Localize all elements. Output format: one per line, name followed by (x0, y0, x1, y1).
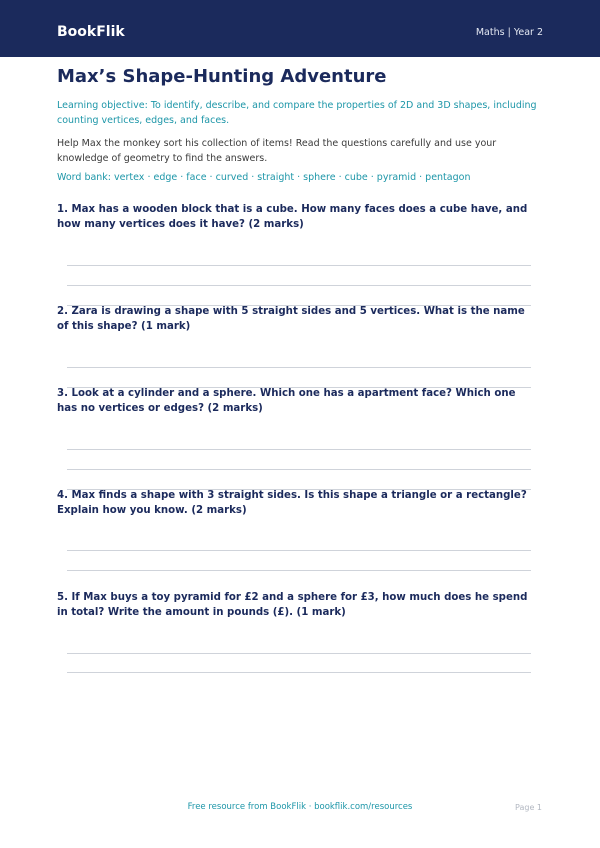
answer-line[interactable] (67, 550, 531, 551)
answer-line[interactable] (67, 265, 531, 266)
header-bar (0, 0, 600, 57)
answer-line[interactable] (67, 570, 531, 571)
answer-line[interactable] (67, 449, 531, 450)
question-2: 2. Zara is drawing a shape with 5 straight sides and 5 vertices. What is the name of this shape? (1 mark) (57, 306, 525, 332)
answer-line[interactable] (67, 285, 531, 286)
word-bank: Word bank: vertex · edge · face · curved · straight · sphere · cube · pyramid · pentagon (57, 172, 471, 183)
answer-line[interactable] (67, 672, 531, 673)
answer-line[interactable] (67, 469, 531, 470)
brand-logo[interactable]: BookFlik (57, 24, 125, 40)
answer-line[interactable] (67, 367, 531, 368)
question-5: 5. If Max buys a toy pyramid for £2 and a sphere for £3, how much does he spend in total? Write the amount in pounds (£). (1 mark) (57, 592, 528, 618)
page-title: Max’s Shape-Hunting Adventure (57, 66, 387, 87)
page-number: Page 1 (515, 803, 542, 812)
question-4: 4. Max finds a shape with 3 straight sides. Is this shape a triangle or a rectangle? Explain how you know. (2 marks) (57, 490, 527, 516)
question-1: 1. Max has a wooden block that is a cube. How many faces does a cube have, and how many vertices does it have? (2 marks) (57, 204, 528, 230)
footer-text[interactable]: Free resource from BookFlik · bookflik.com/resources (187, 802, 413, 812)
question-3: 3. Look at a cylinder and a sphere. Which one has a apartment face? Which one has no vertices or edges? (2 marks) (57, 388, 516, 414)
subject-label: Maths | Year 2 (475, 27, 543, 38)
answer-line[interactable] (67, 653, 531, 654)
learning-objective: Learning objective: To identify, describe, and compare the properties of 2D and 3D shapes, including counting vertices, edges, and faces. (57, 100, 537, 126)
intro-text: Help Max the monkey sort his collection of items! Read the questions carefully and use your knowledge of geometry to find the answers. (57, 138, 497, 164)
